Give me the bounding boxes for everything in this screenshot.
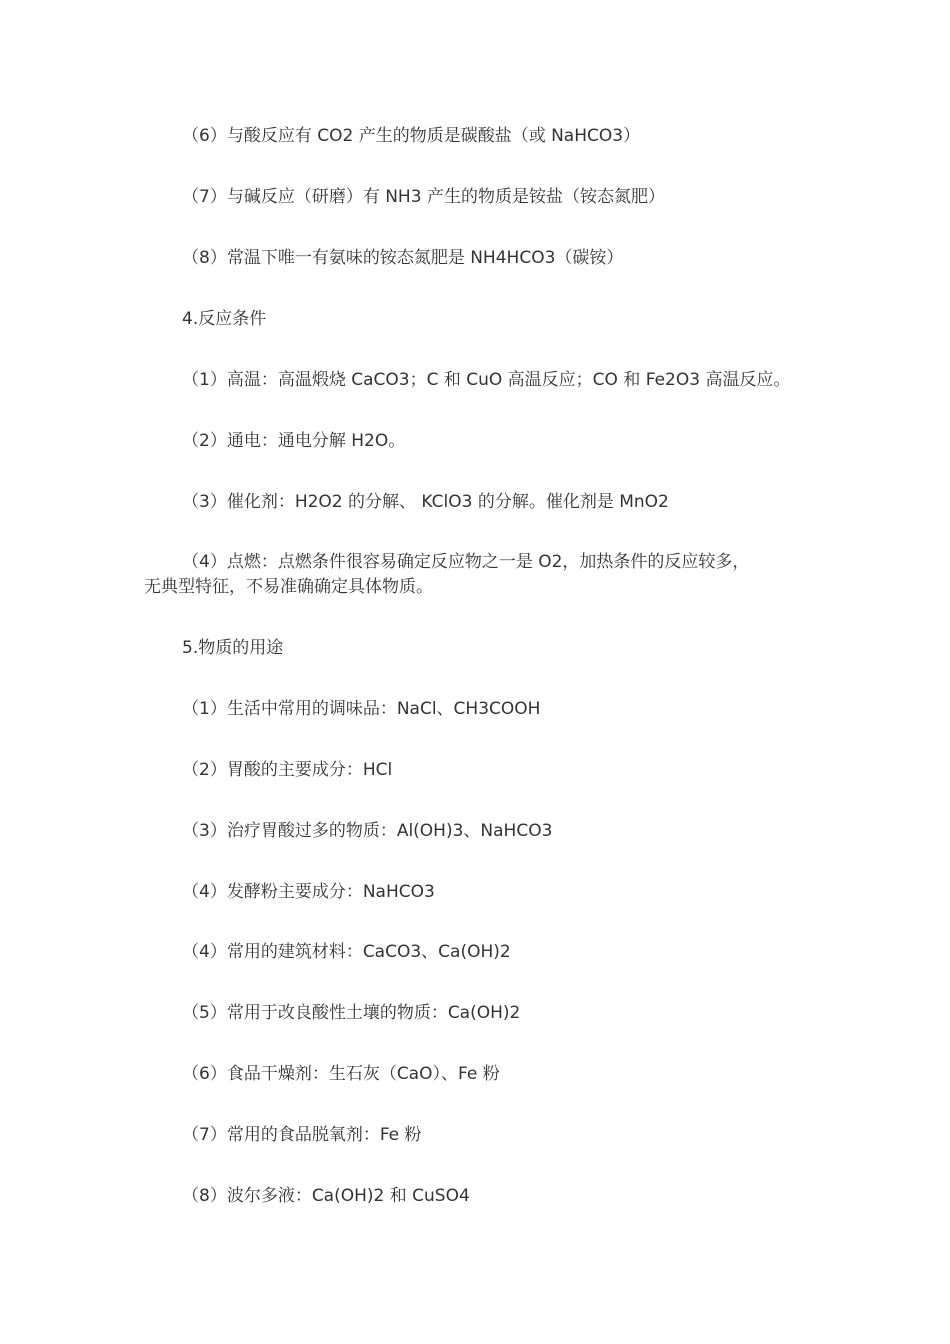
text-line: （3）治疗胃酸过多的物质：Al(OH)3、NaHCO3 [182, 821, 553, 841]
text-line: （6）与酸反应有 CO2 产生的物质是碳酸盐（或 NaHCO3） [182, 126, 641, 146]
text-line: （6）食品干燥剂：生石灰（CaO）、Fe 粉 [182, 1064, 500, 1084]
text-line: （8）常温下唯一有氨味的铵态氮肥是 NH4HCO3（碳铵） [182, 248, 624, 268]
section-heading: 4.反应条件 [182, 309, 267, 329]
text-line: （1）高温：高温煅烧 CaCO3；C 和 CuO 高温反应；CO 和 Fe2O3 高温反应。 [182, 370, 791, 390]
text-line: （2）通电：通电分解 H2O。 [182, 431, 406, 451]
text-line: （4）发酵粉主要成分：NaHCO3 [182, 882, 435, 902]
paragraph-continuation: 无典型特征，不易准确确定具体物质。 [144, 577, 433, 597]
text-line: （8）波尔多液：Ca(OH)2 和 CuSO4 [182, 1186, 470, 1206]
paragraph [144, 550, 804, 600]
text-line: （2）胃酸的主要成分：HCl [182, 760, 393, 780]
text-line: （5）常用于改良酸性土壤的物质：Ca(OH)2 [182, 1003, 521, 1023]
text-line: （1）生活中常用的调味品：NaCl、CH3COOH [182, 699, 541, 719]
paragraph-first-line: （4）点燃：点燃条件很容易确定反应物之一是 O2，加热条件的反应较多， [182, 552, 750, 572]
text-line: （7）常用的食品脱氧剂：Fe 粉 [182, 1125, 422, 1145]
section-heading: 5.物质的用途 [182, 638, 284, 658]
text-line: （3）催化剂：H2O2 的分解、 KClO3 的分解。催化剂是 MnO2 [182, 492, 669, 512]
text-line: （4）常用的建筑材料：CaCO3、Ca(OH)2 [182, 942, 511, 962]
text-line: （7）与碱反应（研磨）有 NH3 产生的物质是铵盐（铵态氮肥） [182, 187, 665, 207]
